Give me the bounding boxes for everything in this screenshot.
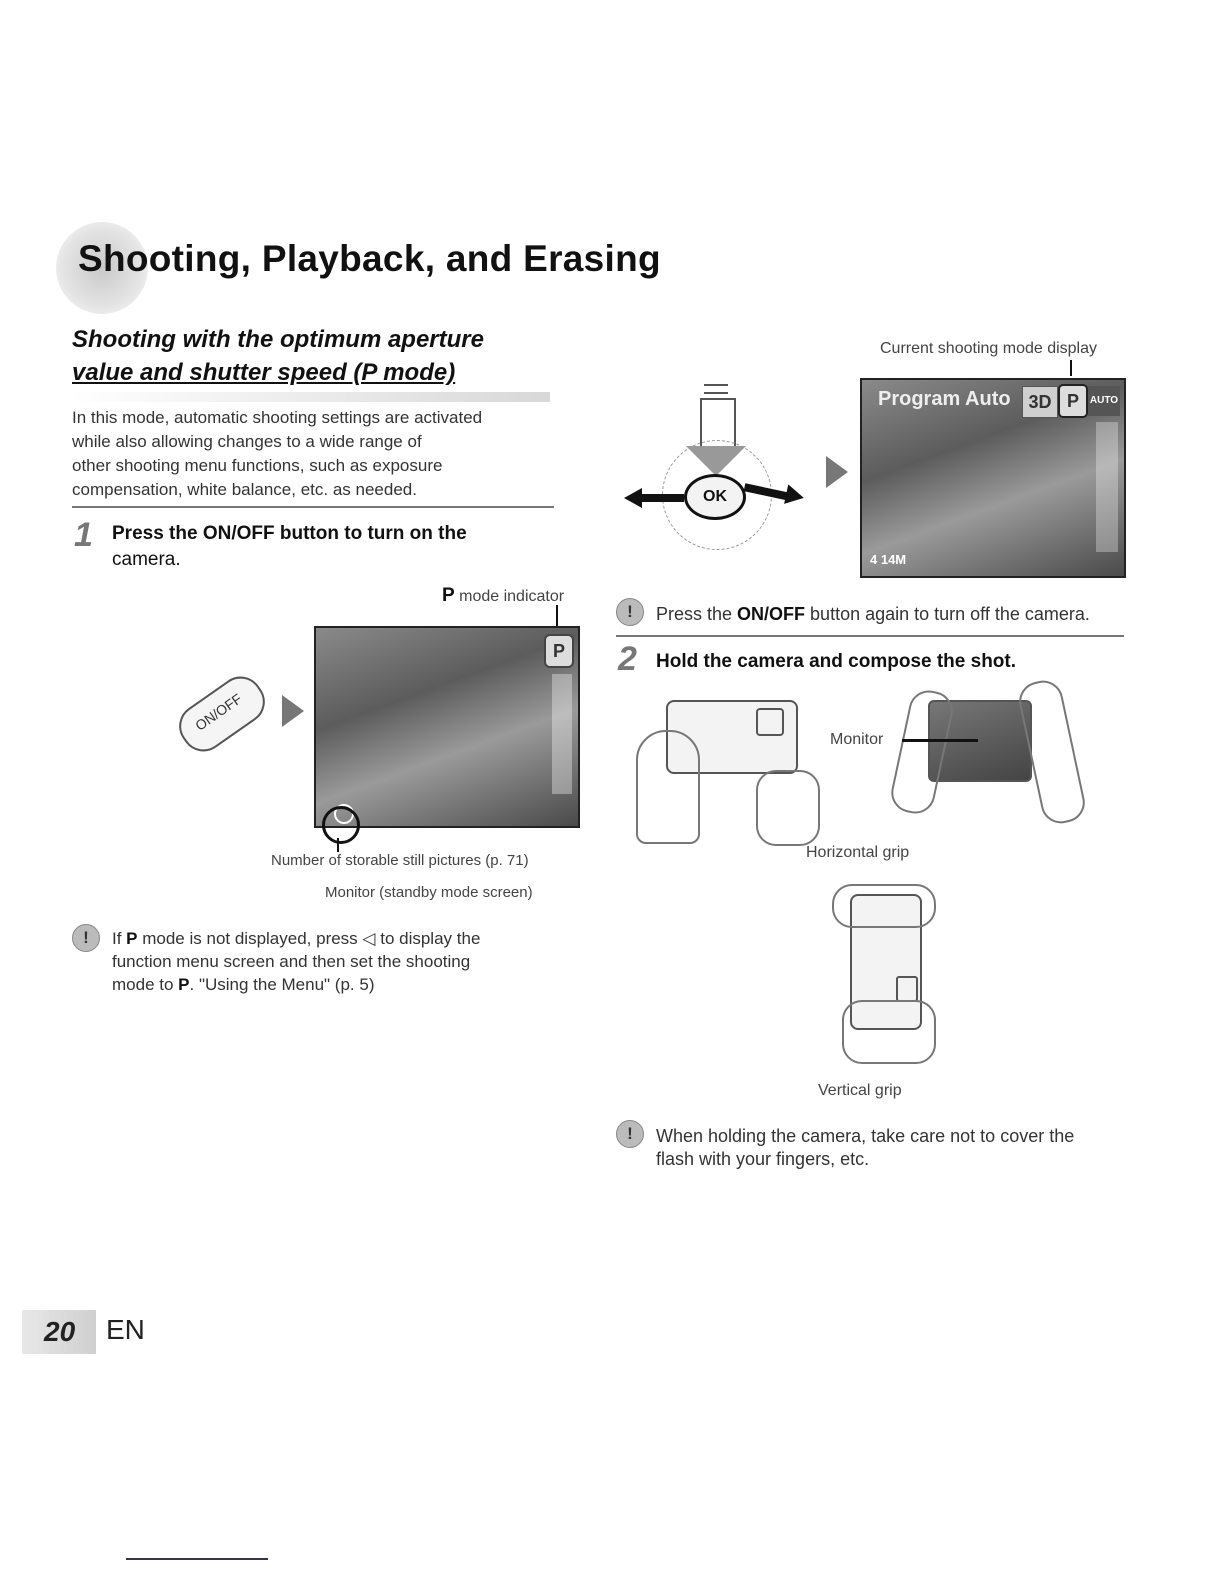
note-2-a: Press the	[656, 604, 738, 624]
subheading-line-2: value and shutter speed (P mode)	[72, 359, 456, 386]
note-1-p: P	[126, 929, 138, 948]
p-mode-icon: P	[544, 634, 574, 668]
screen-3d-icon: 3D	[1022, 386, 1058, 418]
divider	[72, 506, 554, 508]
page-number: 20	[44, 1316, 76, 1347]
note-1-a: If	[112, 929, 127, 948]
caution-icon: !	[72, 924, 100, 952]
subheading-line-1: Shooting with the optimum aperture	[72, 326, 484, 353]
current-mode-caption: Current shooting mode display	[880, 340, 1098, 357]
arrow-right-icon	[826, 456, 848, 488]
storable-pictures-highlight	[322, 806, 360, 844]
step-1-text	[112, 521, 552, 573]
intro-line: while also allowing changes to a wide range of	[72, 432, 422, 451]
divider	[616, 635, 1124, 637]
p-mode-label-text: mode indicator	[454, 588, 565, 605]
left-arrow-head-icon	[624, 488, 642, 508]
right-hand-illustration	[756, 770, 820, 846]
note-3-line-2: flash with your fingers, etc.	[656, 1149, 870, 1169]
monitor-label: Monitor	[830, 731, 884, 748]
note-2-c: button again to turn off the camera.	[805, 604, 1090, 624]
left-arrow-shaft	[642, 494, 684, 502]
page-language: EN	[106, 1314, 145, 1345]
camera-lens-illustration	[896, 976, 918, 1002]
onoff-button-label: ON/OFF	[192, 690, 245, 734]
note-1-c: to display the	[375, 929, 481, 948]
note-3-line-1: When holding the camera, take care not to cover the	[656, 1126, 1075, 1146]
press-indicator	[704, 384, 728, 394]
p-mode-letter: P	[442, 585, 455, 606]
camera-lens-illustration	[756, 708, 784, 736]
step-1-number: 1	[74, 516, 93, 554]
note-2	[656, 603, 1090, 626]
note-1-e: . "Using the Menu" (p. 5)	[189, 975, 375, 994]
indicator-pointer	[556, 605, 558, 627]
monitor-standby-caption: Monitor (standby mode screen)	[325, 884, 533, 901]
intro-line: compensation, white balance, etc. as needed.	[72, 480, 417, 499]
step-1-line-2: camera.	[112, 549, 181, 570]
side-hud-icons	[552, 674, 572, 794]
note-1-p2: P	[178, 975, 190, 994]
note-3	[656, 1125, 1126, 1171]
side-hud-icons	[1096, 422, 1118, 552]
ok-button: OK	[684, 474, 746, 520]
left-arrow-icon: ◁	[362, 929, 376, 948]
arrow-right-icon	[282, 695, 304, 727]
note-1-d: mode to	[112, 975, 179, 994]
horizontal-grip-caption: Horizontal grip	[806, 844, 910, 861]
right-arrow-head-icon	[784, 484, 806, 507]
footer-line	[126, 1558, 268, 1560]
storable-pictures-caption: Number of storable still pictures (p. 71)	[271, 852, 529, 869]
p-mode-indicator-label	[442, 585, 564, 607]
monitor-standby-screen	[314, 626, 580, 828]
top-hand-illustration	[832, 884, 936, 928]
shooting-mode-screen	[860, 378, 1126, 578]
monitor-pointer	[902, 739, 978, 742]
subheading-underline	[72, 392, 550, 402]
left-hand-illustration	[636, 730, 700, 844]
screen-auto-icon: AUTO	[1088, 386, 1120, 416]
page-number-tab	[22, 1310, 96, 1354]
note-1	[112, 927, 562, 996]
intro-line: In this mode, automatic shooting settings are activated	[72, 408, 483, 427]
note-2-b: ON/OFF	[737, 604, 806, 624]
screen-mode-name: Program Auto	[878, 388, 1011, 410]
step-2-number: 2	[618, 640, 637, 678]
note-1-line-2: function menu screen and then set the shooting	[112, 952, 471, 971]
step-2-text: Hold the camera and compose the shot.	[656, 651, 1017, 672]
storable-pointer	[337, 838, 339, 852]
page-title: Shooting, Playback, and Erasing	[78, 238, 661, 279]
note-1-b: mode is not displayed, press	[137, 929, 363, 948]
vertical-grip-caption: Vertical grip	[818, 1082, 902, 1099]
step-1-bold-b: ON/OFF	[202, 523, 275, 544]
bottom-hand-illustration	[842, 1000, 936, 1064]
screen-bottom-status: 4 14M	[870, 552, 907, 567]
intro-paragraph	[72, 406, 552, 502]
step-1-bold-a: Press the	[112, 523, 203, 544]
caution-icon: !	[616, 1120, 644, 1148]
intro-line: other shooting menu functions, such as exposure	[72, 456, 443, 475]
caution-icon: !	[616, 598, 644, 626]
step-1-bold-c: button to turn on the	[274, 523, 467, 544]
current-mode-pointer	[1070, 360, 1072, 376]
screen-p-icon: P	[1058, 384, 1088, 418]
